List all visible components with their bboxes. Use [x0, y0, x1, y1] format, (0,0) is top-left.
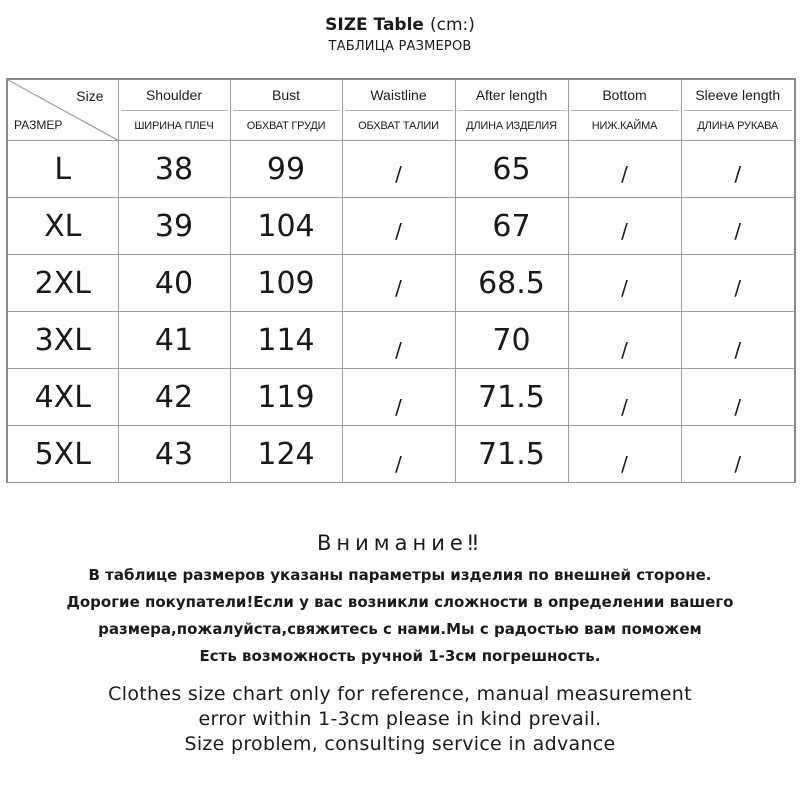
bust-value: 104 [257, 208, 315, 244]
size-label: 3XL [34, 322, 91, 358]
table-row [7, 312, 795, 369]
table-cell [455, 312, 568, 369]
notice-block [0, 528, 800, 670]
bottom-value: / [621, 219, 628, 243]
size-label: 5XL [34, 436, 91, 472]
column-header-sleeve-length [681, 79, 795, 141]
after-length-value: 67 [492, 208, 531, 244]
sleeve-length-value: / [734, 338, 742, 362]
column-header-ru: ОБХВАТ ТАЛИИ [358, 120, 439, 132]
waistline-value: / [395, 276, 402, 300]
column-header-en: Shoulder [121, 86, 228, 111]
table-cell [342, 312, 455, 369]
english-note-line: Clothes size chart only for reference, manual measurement [108, 683, 692, 705]
size-label: 4XL [34, 379, 91, 415]
table-cell [681, 312, 795, 369]
corner-cell [7, 79, 118, 141]
bust-value: 119 [257, 379, 315, 415]
notice-line: В таблице размеров указаны параметры изделия по внешней стороне. [88, 566, 712, 584]
size-cell [7, 312, 118, 369]
table-row [7, 255, 795, 312]
table-cell [118, 198, 230, 255]
bust-value: 109 [257, 265, 315, 301]
notice-line: Дорогие покупатели!Если у вас возникли сложности в определении вашего [66, 593, 734, 611]
column-header-en: Waistline [345, 86, 453, 111]
column-header-ru: ОБХВАТ ГРУДИ [246, 120, 326, 132]
waistline-value: / [395, 338, 402, 362]
column-header-ru: ДЛИНА РУКАВА [697, 120, 779, 132]
shoulder-value: 39 [154, 208, 194, 244]
table-cell [118, 369, 230, 426]
table-row [7, 369, 795, 426]
table-row [7, 198, 795, 255]
size-cell [7, 426, 118, 483]
page-title [0, 14, 800, 36]
column-header-en: After length [458, 86, 566, 111]
bust-value: 99 [266, 151, 306, 187]
waistline-value: / [395, 219, 402, 243]
column-header-bust [230, 79, 342, 141]
table-row [7, 426, 795, 483]
waistline-value: / [395, 162, 402, 186]
title-block [0, 14, 800, 56]
waistline-value: / [395, 395, 402, 419]
table-cell [230, 141, 342, 198]
table-cell [230, 198, 342, 255]
table-cell [568, 312, 681, 369]
notice-line: Есть возможность ручной 1-3см погрешность. [199, 647, 601, 665]
after-length-value: 65 [492, 151, 531, 187]
table-cell [342, 198, 455, 255]
notice-title: Внимание‼ [317, 531, 483, 555]
sleeve-length-value: / [734, 162, 742, 186]
table-header-row [7, 79, 795, 141]
table-cell [118, 426, 230, 483]
column-header-ru: НИЖ.КАЙМА [591, 120, 658, 132]
bottom-value: / [621, 452, 628, 476]
shoulder-value: 42 [154, 379, 194, 415]
table-cell [455, 426, 568, 483]
table-cell [230, 312, 342, 369]
english-note-line: Size problem, consulting service in advance [184, 733, 616, 755]
shoulder-value: 40 [154, 265, 194, 301]
size-table [6, 78, 796, 483]
table-cell [568, 426, 681, 483]
sleeve-length-value: / [734, 452, 742, 476]
table-row [7, 141, 795, 198]
after-length-value: 68.5 [478, 265, 545, 301]
table-cell [455, 369, 568, 426]
table-cell [455, 198, 568, 255]
table-cell [681, 141, 795, 198]
corner-razmer-label: РАЗМЕР [14, 118, 63, 132]
table-cell [681, 255, 795, 312]
after-length-value: 71.5 [478, 379, 545, 415]
column-header-after-length [455, 79, 568, 141]
table-cell [230, 255, 342, 312]
size-cell [7, 198, 118, 255]
column-header-ru: ДЛИНА ИЗДЕЛИЯ [466, 120, 557, 132]
size-label: L [54, 151, 72, 187]
sleeve-length-value: / [734, 219, 742, 243]
table-cell [118, 312, 230, 369]
bottom-value: / [621, 395, 628, 419]
sleeve-length-value: / [734, 395, 742, 419]
table-cell [342, 255, 455, 312]
table-cell [568, 369, 681, 426]
bust-value: 114 [257, 322, 315, 358]
table-cell [118, 141, 230, 198]
table-cell [568, 198, 681, 255]
table-cell [455, 255, 568, 312]
size-cell [7, 369, 118, 426]
table-cell [230, 426, 342, 483]
bottom-value: / [621, 276, 628, 300]
size-label: XL [44, 208, 82, 244]
title-unit: (cm:) [429, 15, 475, 35]
table-cell [455, 141, 568, 198]
table-cell [342, 369, 455, 426]
title-main: SIZE Table [325, 15, 424, 35]
bust-value: 124 [257, 436, 315, 472]
table-cell [681, 426, 795, 483]
column-header-en: Bottom [571, 86, 679, 111]
column-header-ru: ШИРИНА ПЛЕЧ [134, 120, 214, 132]
size-cell [7, 141, 118, 198]
waistline-value: / [395, 452, 402, 476]
bottom-value: / [621, 162, 628, 186]
english-note-block [0, 682, 800, 757]
after-length-value: 70 [492, 322, 531, 358]
table-cell [568, 255, 681, 312]
column-header-en: Sleeve length [684, 86, 793, 111]
table-cell [230, 369, 342, 426]
table-cell [568, 141, 681, 198]
column-header-waistline [342, 79, 455, 141]
shoulder-value: 41 [154, 322, 194, 358]
column-header-en: Bust [233, 86, 340, 111]
size-label: 2XL [34, 265, 91, 301]
table-cell [681, 369, 795, 426]
page-subtitle: ТАБЛИЦА РАЗМЕРОВ [328, 39, 472, 54]
table-cell [118, 255, 230, 312]
table-cell [681, 198, 795, 255]
table-cell [342, 426, 455, 483]
after-length-value: 71.5 [478, 436, 545, 472]
english-note-line: error within 1-3cm please in kind prevail. [198, 708, 602, 730]
column-header-bottom [568, 79, 681, 141]
bottom-value: / [621, 338, 628, 362]
shoulder-value: 38 [154, 151, 194, 187]
notice-line: размера,пожалуйста,свяжитесь с нами.Мы с радостью вам поможем [98, 620, 702, 638]
size-cell [7, 255, 118, 312]
shoulder-value: 43 [154, 436, 194, 472]
corner-size-label: Size [76, 88, 104, 104]
sleeve-length-value: / [734, 276, 742, 300]
column-header-shoulder [118, 79, 230, 141]
table-cell [342, 141, 455, 198]
